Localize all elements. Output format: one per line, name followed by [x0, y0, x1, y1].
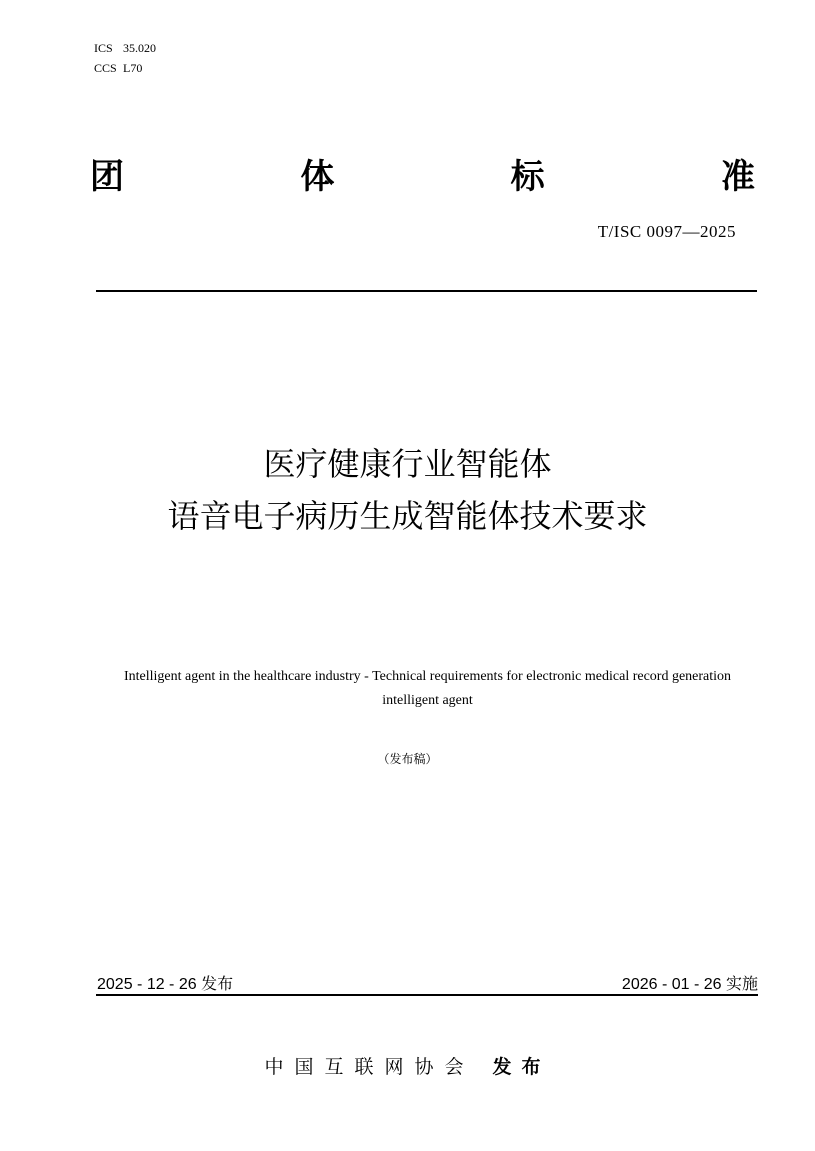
classification-codes — [94, 38, 156, 78]
standard-type-char: 体 — [300, 157, 335, 197]
standard-type-char: 准 — [720, 157, 755, 197]
bottom-divider — [96, 994, 758, 996]
implement-date: 2026 - 01 - 26 实施 — [621, 976, 758, 993]
ics-value: 35.020 — [123, 41, 156, 55]
publisher-line — [0, 1052, 815, 1079]
standard-type-heading — [90, 152, 755, 202]
title-en: Intelligent agent in the healthcare industry - Technical requirements for electronic medical record generation intelligent agent — [123, 669, 732, 708]
standard-type-char: 团 — [90, 157, 124, 197]
publisher-name: 中国互联网协会 — [264, 1056, 475, 1078]
ics-row — [94, 38, 156, 58]
ccs-value: L70 — [123, 61, 143, 75]
publisher-verb: 发布 — [492, 1056, 551, 1078]
ccs-row — [94, 58, 156, 78]
ics-label: ICS — [94, 41, 113, 55]
title-cn-line2: 语音电子病历生成智能体技术要求 — [167, 497, 648, 535]
standard-type-char: 标 — [510, 157, 545, 197]
draft-status: （发布稿） — [377, 752, 438, 766]
publish-date: 2025 - 12 - 26 发布 — [97, 976, 234, 993]
top-divider — [96, 290, 757, 292]
standard-number: T/ISC 0097—2025 — [597, 222, 736, 241]
ccs-label: CCS — [94, 61, 117, 75]
title-cn-line1: 医疗健康行业智能体 — [263, 445, 552, 483]
